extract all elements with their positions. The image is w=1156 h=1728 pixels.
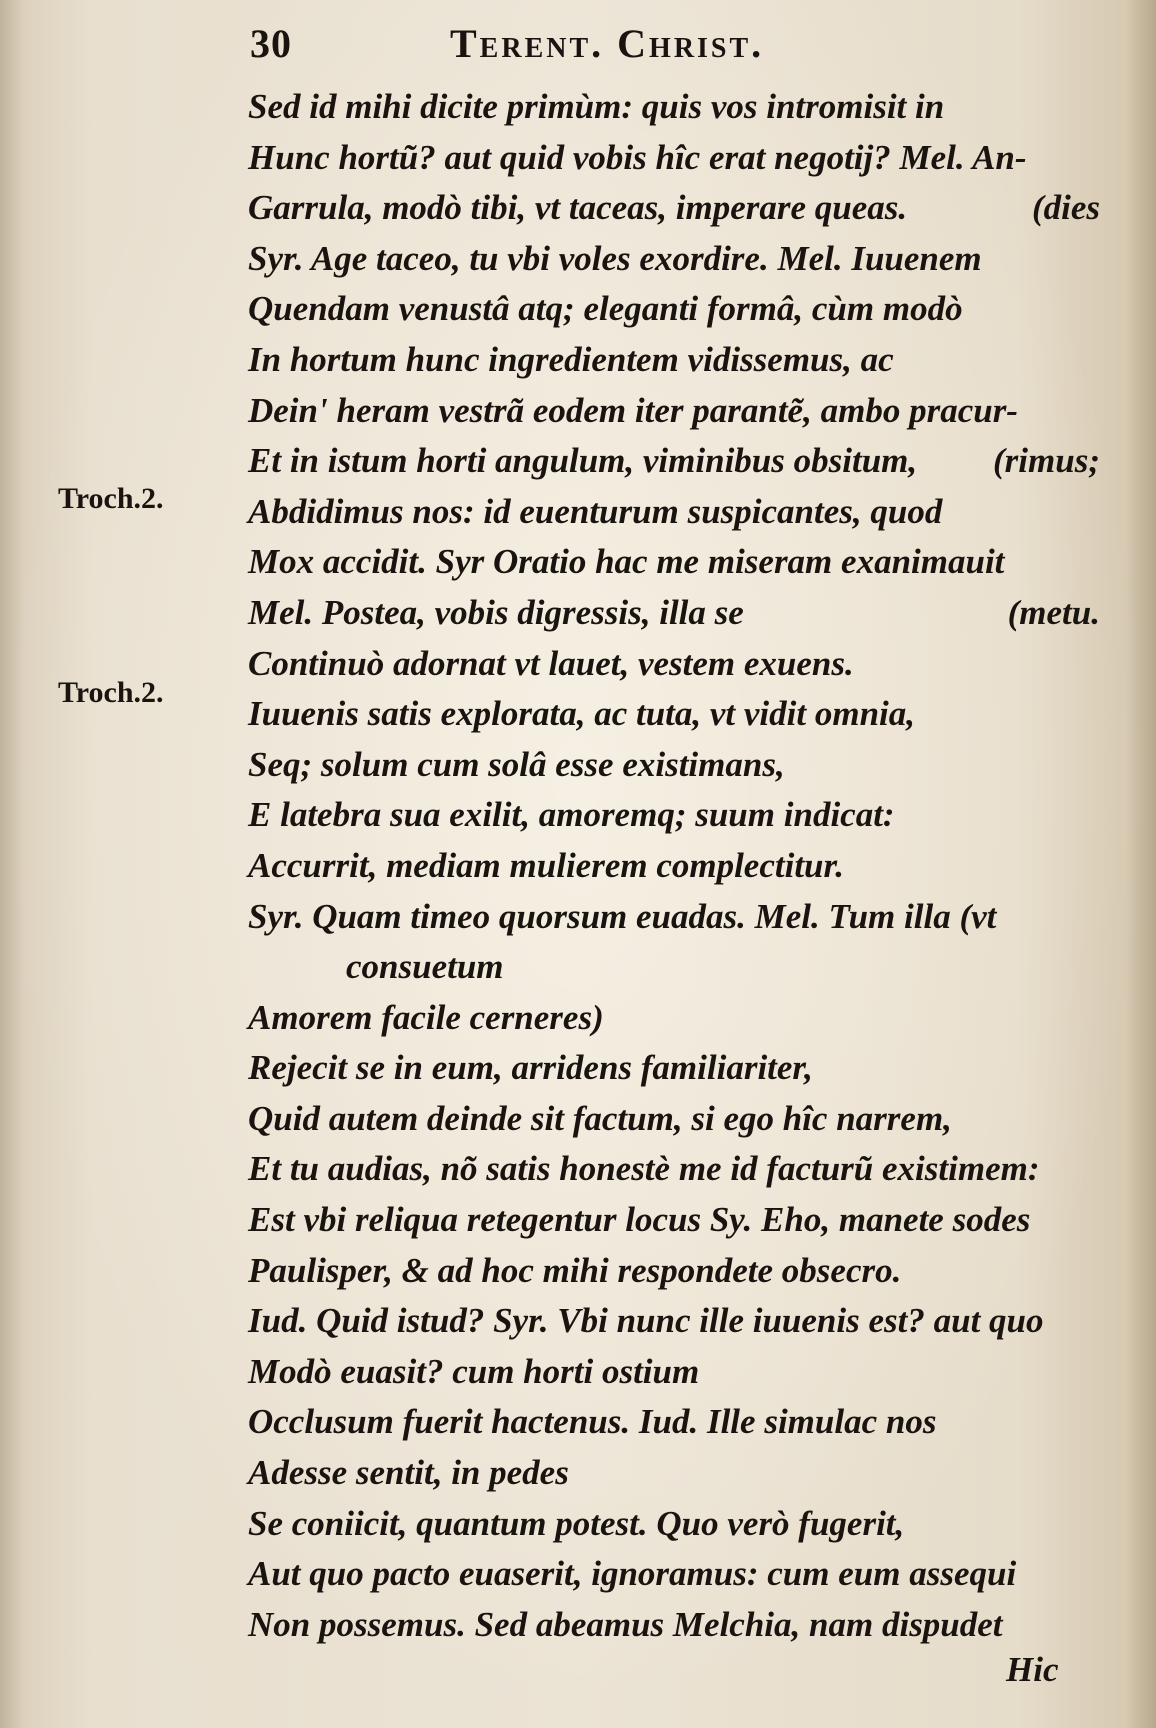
verse-line-text: Garrula, modò tibi, vt taceas, imperare queas.	[248, 188, 908, 228]
verse-text-block	[248, 82, 1100, 1650]
verse-line: Modò euasit? cum horti ostium	[248, 1351, 700, 1391]
page-gutter-shadow	[0, 0, 24, 1728]
margin-note-troch-1: Troch.2.	[58, 482, 164, 515]
verse-line-continuation: consuetum	[346, 947, 504, 987]
verse-line	[248, 436, 1100, 487]
turned-word: (dies	[1031, 188, 1100, 228]
verse-line-text: Mel. Postea, vobis digressis, illa se	[248, 592, 744, 632]
verse-line: Rejecit se in eum, arridens familiariter,	[248, 1048, 813, 1088]
verse-line: Hunc hortũ? aut quid vobis hîc erat negotij? Mel. An-	[248, 137, 1027, 177]
verse-line	[248, 588, 1100, 639]
verse-line: Accurrit, mediam mulierem complectitur.	[248, 845, 844, 885]
turned-word: (rimus;	[993, 441, 1100, 481]
verse-line: Seq; solum cum solâ esse existimans,	[248, 744, 785, 784]
verse-line: Syr. Quam timeo quorsum euadas. Mel. Tum illa (vt	[248, 896, 997, 936]
verse-line: Sed id mihi dicite primùm: quis vos intromisit in	[248, 87, 945, 126]
verse-line	[248, 183, 1100, 234]
verse-line: Syr. Age taceo, tu vbi voles exordire. Mel. Iuuenem	[248, 238, 982, 278]
verse-line-text: Et in istum horti angulum, viminibus obsitum,	[248, 441, 918, 481]
verse-line: Se coniicit, quantum potest. Quo verò fugerit,	[248, 1503, 905, 1543]
turned-word: (metu.	[1007, 592, 1100, 632]
verse-line: Mox accidit. Syr Oratio hac me miseram exanimauit	[248, 542, 1005, 582]
verse-line: Et tu audias, nõ satis honestè me id facturũ existimem:	[248, 1149, 1040, 1189]
verse-line: Quid autem deinde sit factum, si ego hîc narrem,	[248, 1098, 952, 1138]
verse-line: Amorem facile cerneres)	[248, 997, 604, 1037]
running-title: Terent. Christ.	[450, 21, 765, 66]
verse-line: Quendam venustâ atq; eleganti formâ, cùm modò	[248, 289, 963, 329]
verse-line: Aut quo pacto euaserit, ignoramus: cum eum assequi	[248, 1554, 1017, 1594]
verse-line: Non possemus. Sed abeamus Melchia, nam dispudet	[248, 1604, 1003, 1644]
verse-line: Iud. Quid istud? Syr. Vbi nunc ille iuuenis est? aut quo	[248, 1301, 1044, 1341]
verse-line: E latebra sua exilit, amoremq; suum indicat:	[248, 795, 895, 835]
verse-line: Dein' heram vestrã eodem iter parantẽ, ambo pracur-	[248, 390, 1018, 430]
catchword: Hic	[1006, 1650, 1059, 1689]
verse-line: Abdidimus nos: id euenturum suspicantes, quod	[248, 491, 943, 531]
verse-line: In hortum hunc ingredientem vidissemus, ac	[248, 339, 894, 379]
verse-line: Iuuenis satis explorata, ac tuta, vt vidit omnia,	[248, 694, 916, 734]
verse-line: Est vbi reliqua retegentur locus Sy. Eho, manete sodes	[248, 1200, 1031, 1240]
verse-line: Adesse sentit, in pedes	[248, 1453, 569, 1493]
page-edge-shadow	[1126, 0, 1156, 1728]
margin-note-troch-2: Troch.2.	[58, 676, 164, 709]
verse-line: Occlusum fuerit hactenus. Iud. Ille simulac nos	[248, 1402, 937, 1442]
verse-line: Continuò adornat vt lauet, vestem exuens.	[248, 643, 854, 683]
verse-line: Paulisper, & ad hoc mihi respondete obsecro.	[248, 1250, 902, 1290]
page-header	[248, 14, 888, 76]
page-number: 30	[250, 21, 292, 66]
